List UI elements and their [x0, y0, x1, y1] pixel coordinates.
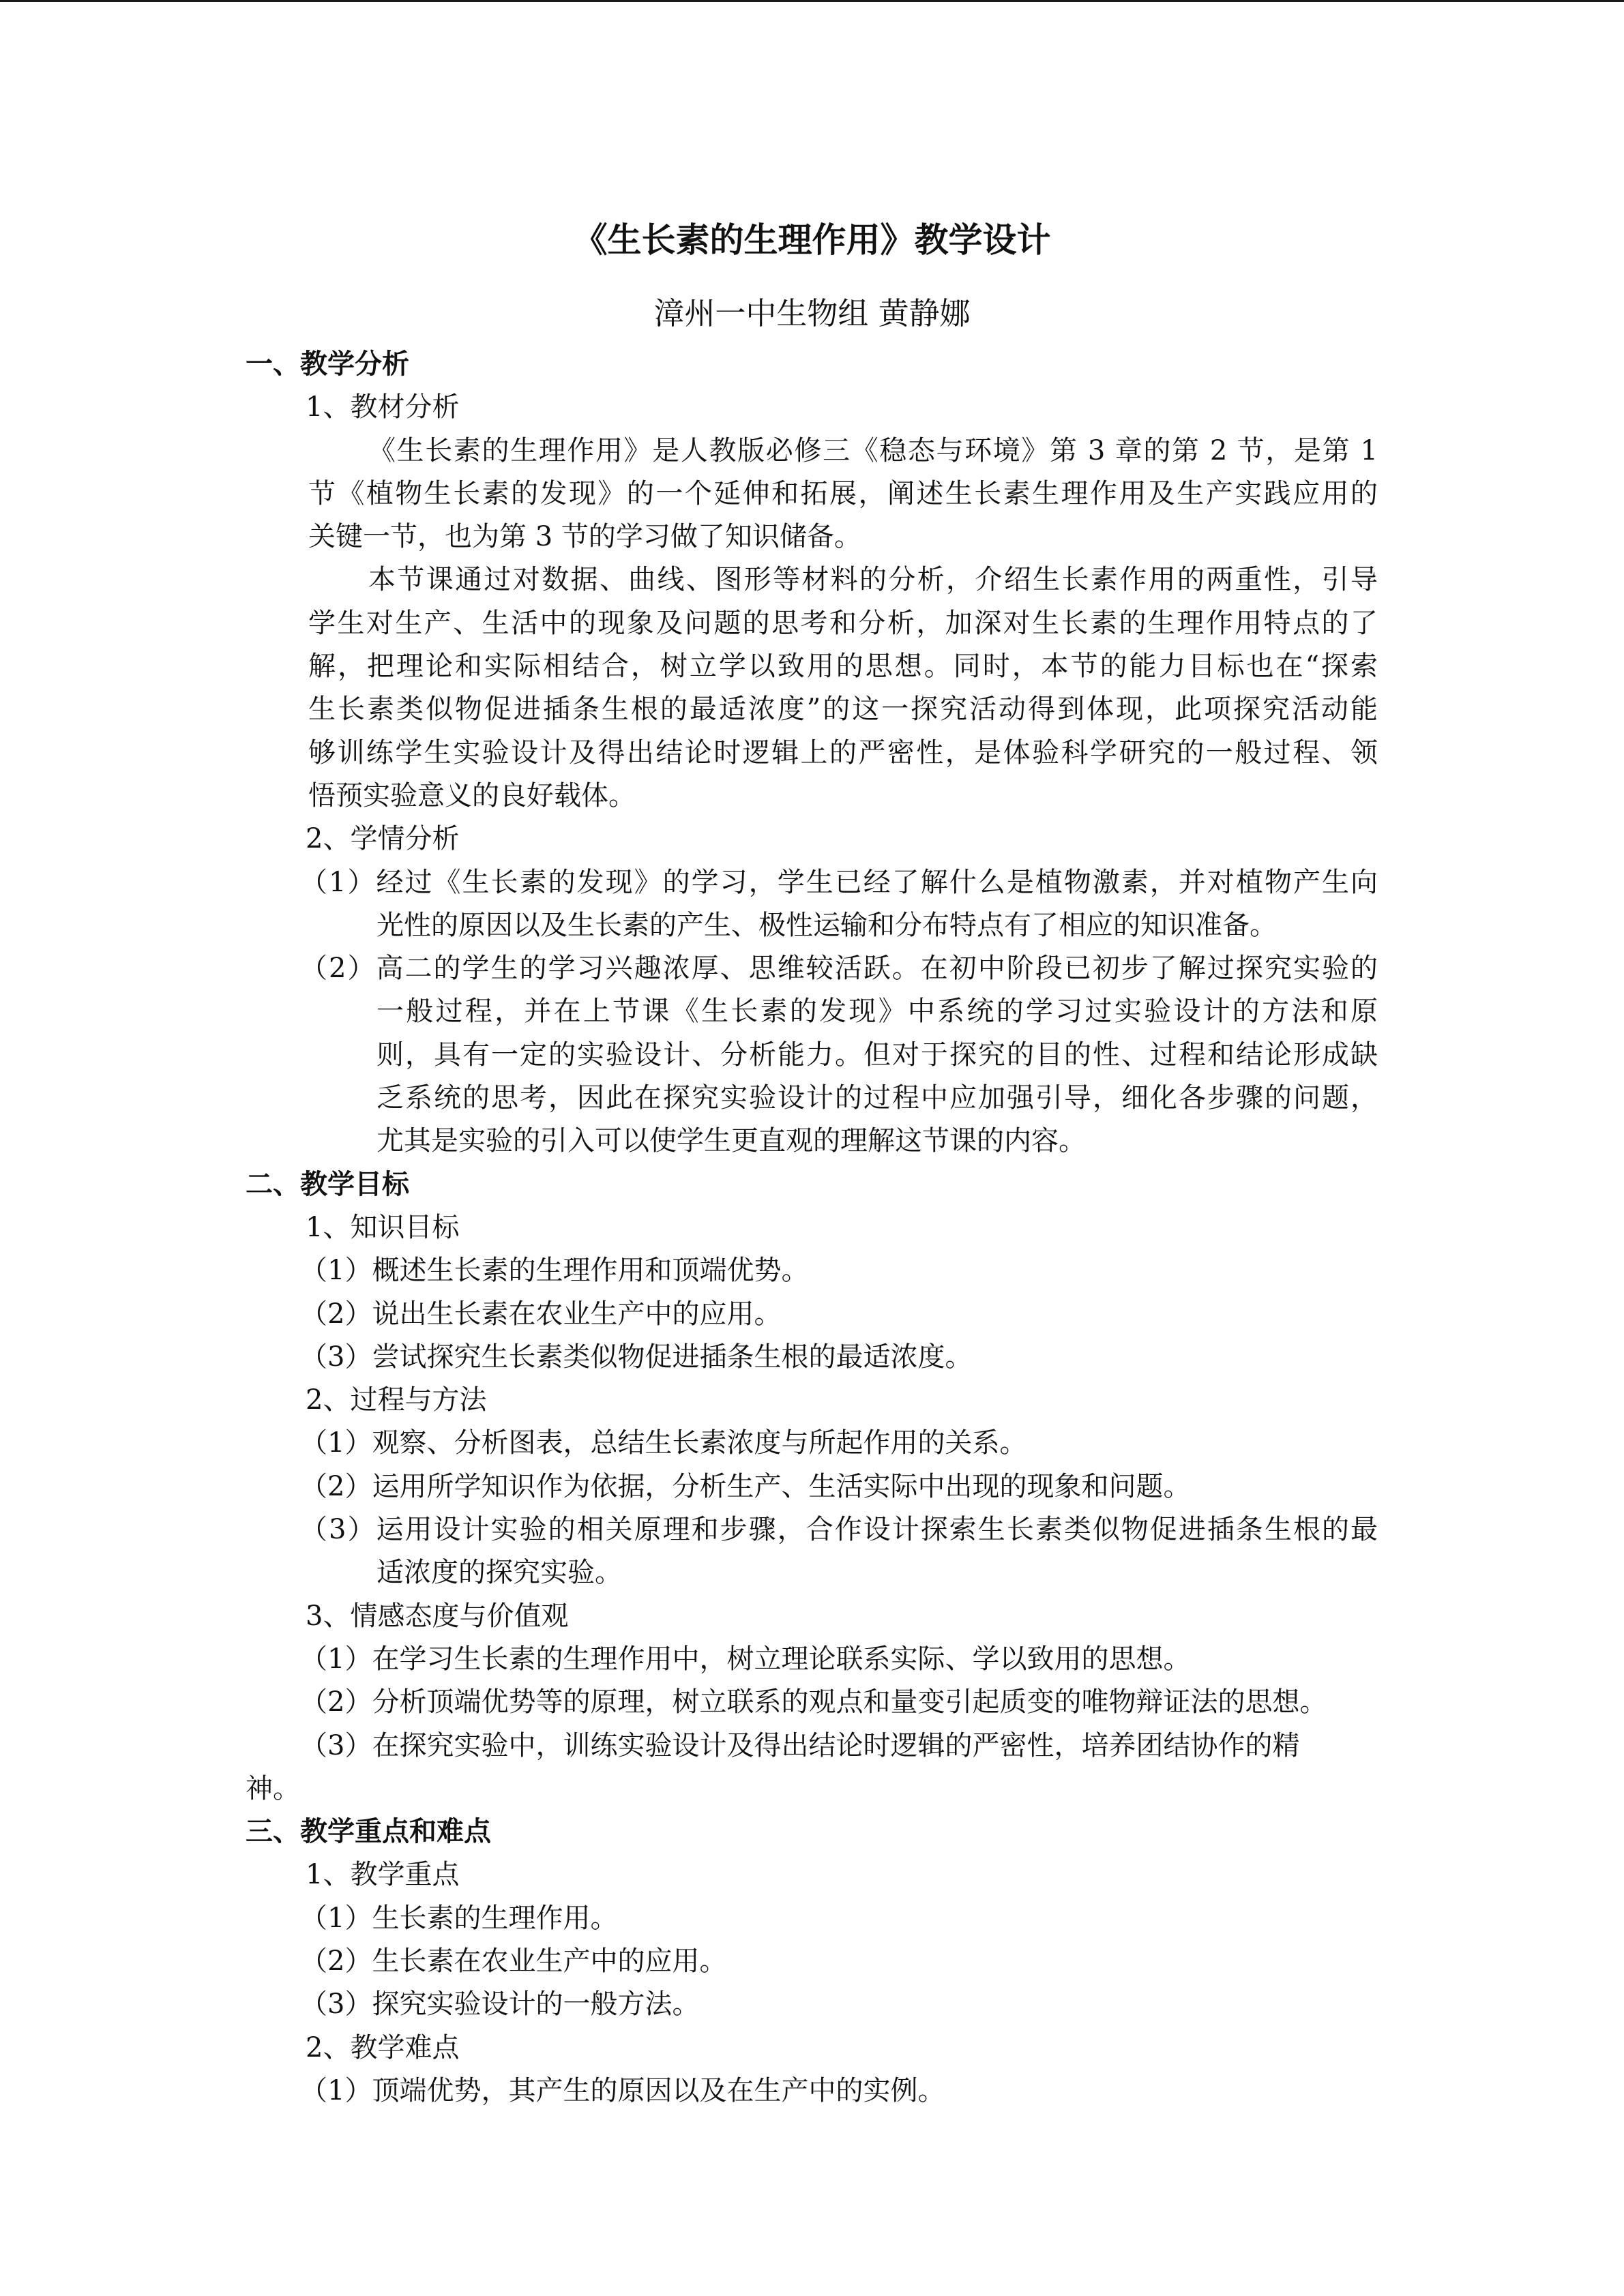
- text-line: （2）高二的学生的学习兴趣浓厚、思维较活跃。在初中阶段已初步了解过探究实验的: [300, 953, 1378, 985]
- section-heading: 2、过程与方法: [306, 1384, 487, 1416]
- document-body: [246, 343, 1378, 2113]
- text-line: （3）在探究实验中，训练实验设计及得出结论时逻辑的严密性，培养团结协作的精: [300, 1729, 1300, 1761]
- section-heading: 2、教学难点: [306, 2031, 460, 2063]
- text-line: 关键一节，也为第 3 节的学习做了知识储备。: [308, 521, 861, 553]
- text-line: 生长素类似物促进插条生根的最适浓度”的这一探究活动得到体现，此项探究活动能: [308, 694, 1378, 726]
- text-line: （2）生长素在农业生产中的应用。: [300, 1945, 727, 1977]
- text-line: 学生对生产、生活中的现象及问题的思考和分析，加深对生长素的生理作用特点的了: [308, 607, 1378, 639]
- section-heading: 2、学情分析: [306, 823, 460, 855]
- text-line: 解，把理论和实际相结合，树立学以致用的思想。同时，本节的能力目标也在“探索: [308, 651, 1378, 683]
- text-line: 则，具有一定的实验设计、分析能力。但对于探究的目的性、过程和结论形成缺: [377, 1039, 1378, 1071]
- section-heading: 三、教学重点和难点: [246, 1816, 491, 1848]
- text-line: （1）概述生长素的生理作用和顶端优势。: [300, 1255, 809, 1287]
- section-heading: 一、教学分析: [246, 348, 409, 380]
- text-line: （1）在学习生长素的生理作用中，树立理论联系实际、学以致用的思想。: [300, 1643, 1191, 1675]
- text-line: 一般过程，并在上节课《生长素的发现》中系统的学习过实验设计的方法和原: [377, 996, 1378, 1028]
- section-heading: 1、教学重点: [306, 1859, 460, 1891]
- text-line: （2）说出生长素在农业生产中的应用。: [300, 1298, 782, 1330]
- document-title: 《生长素的生理作用》教学设计: [573, 220, 1051, 260]
- text-line: 光性的原因以及生长素的产生、极性运输和分布特点有了相应的知识准备。: [377, 909, 1277, 941]
- text-line: （1）生长素的生理作用。: [300, 1902, 618, 1934]
- text-line: （2）运用所学知识作为依据，分析生产、生活实际中出现的现象和问题。: [300, 1470, 1191, 1502]
- text-line: 《生长素的生理作用》是人教版必修三《稳态与环境》第 3 章的第 2 节，是第 1: [368, 434, 1378, 466]
- author-line: 漳州一中生物组 黄静娜: [653, 295, 971, 331]
- section-heading: 3、情感态度与价值观: [306, 1600, 569, 1632]
- text-line: （1）经过《生长素的发现》的学习，学生已经了解什么是植物激素，并对植物产生向: [300, 866, 1378, 898]
- text-line: （1）顶端优势，其产生的原因以及在生产中的实例。: [300, 2074, 945, 2106]
- text-line: 悟预实验意义的良好载体。: [308, 779, 636, 811]
- text-line: 够训练学生实验设计及得出结论时逻辑上的严密性，是体验科学研究的一般过程、领: [308, 736, 1378, 769]
- text-line: 适浓度的探究实验。: [377, 1557, 622, 1589]
- section-heading: 1、教材分析: [306, 391, 460, 423]
- section-heading: 二、教学目标: [246, 1168, 409, 1200]
- text-line: 神。: [246, 1772, 300, 1804]
- text-line: 本节课通过对数据、曲线、图形等材料的分析，介绍生长素作用的两重性，引导: [368, 564, 1378, 596]
- text-line: （3）探究实验设计的一般方法。: [300, 1988, 700, 2021]
- text-line: （3）运用设计实验的相关原理和步骤，合作设计探索生长素类似物促进插条生根的最: [300, 1514, 1378, 1546]
- text-line: （3）尝试探究生长素类似物促进插条生根的最适浓度。: [300, 1341, 973, 1373]
- text-line: 节《植物生长素的发现》的一个延伸和拓展，阐述生长素生理作用及生产实践应用的: [308, 477, 1378, 509]
- section-heading: 1、知识目标: [306, 1211, 460, 1243]
- text-line: 乏系统的思考，因此在探究实验设计的过程中应加强引导，细化各步骤的问题，: [377, 1082, 1378, 1114]
- text-line: 尤其是实验的引入可以使学生更直观的理解这节课的内容。: [377, 1125, 1086, 1157]
- text-line: （2）分析顶端优势等的原理，树立联系的观点和量变引起质变的唯物辩证法的思想。: [300, 1686, 1327, 1718]
- text-line: （1）观察、分析图表，总结生长素浓度与所起作用的关系。: [300, 1427, 1027, 1459]
